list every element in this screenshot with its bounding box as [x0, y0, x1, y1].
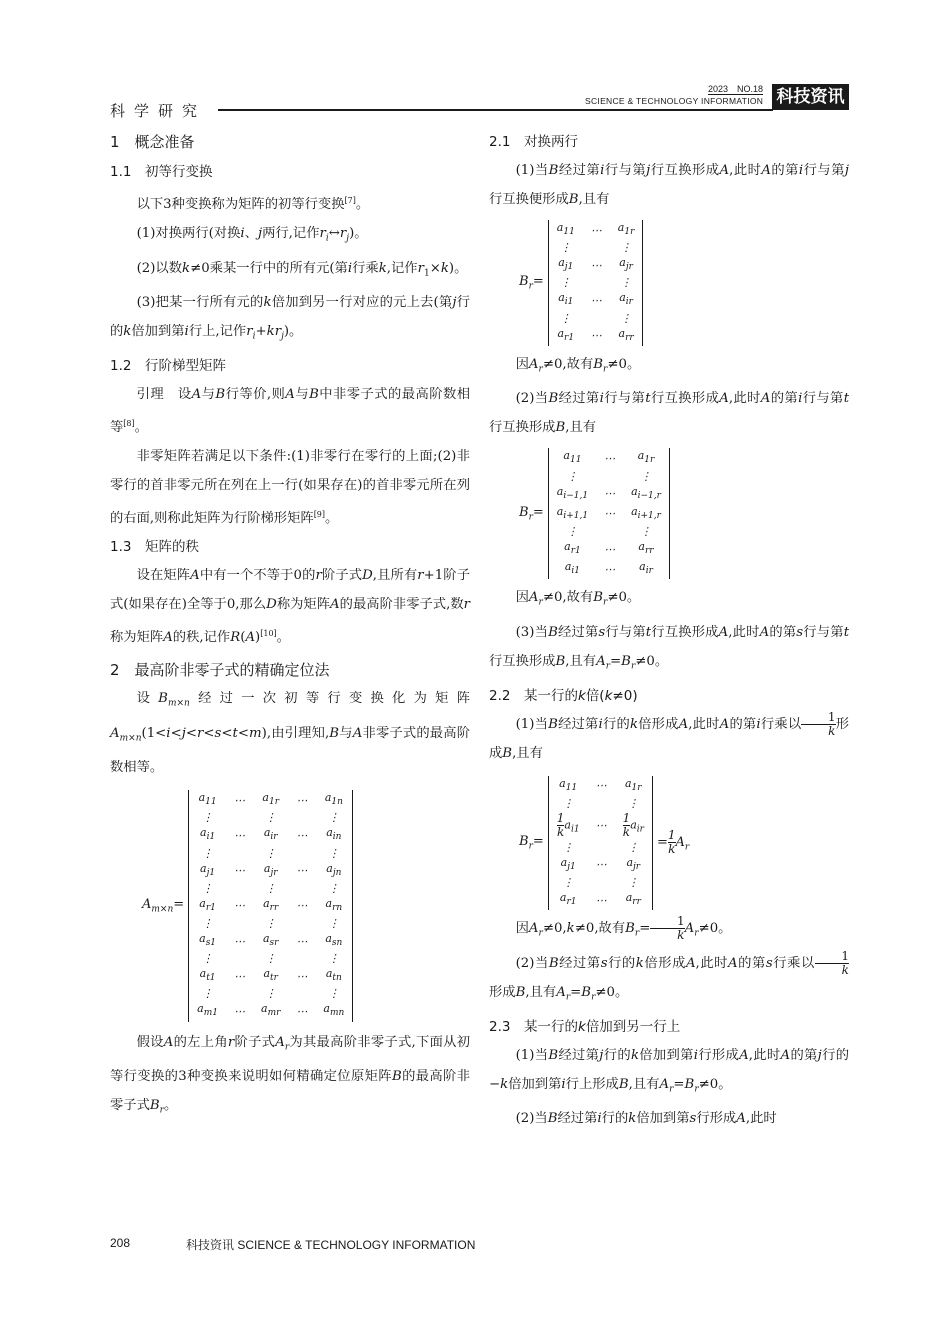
paragraph: 以下3种变换称为矩阵的初等行变换[7]。 — [136, 196, 370, 212]
paragraph: (1)当B经过第i行与第j行互换形成A,此时A的第i行与第j行互换便形成B,且有 — [489, 163, 850, 207]
left-column — [110, 128, 470, 1126]
heading-2: 2 最高阶非零子式的精确定位法 — [110, 660, 330, 679]
heading-2-1: 2.1 对换两行 — [489, 134, 578, 150]
footer-journal: 科技资讯 SCIENCE & TECHNOLOGY INFORMATION — [186, 1238, 476, 1252]
paragraph: (2)以数k≠0乘某一行中的所有元(第i行乘k,记作$r_1\times k$)。 — [136, 260, 468, 279]
heading-1: 1 概念准备 — [110, 133, 195, 151]
paragraph: (2)当B经过第s行的k倍形成A,此时A的第s行乘以 $\frac{1}{k}$ 形成B,且有$A_r=B_r\ne 0$。 — [489, 948, 850, 1003]
issue-label: 2023 NO.18 — [708, 84, 764, 94]
determinant-b-2: $B_r=$ $a_{11}$ ⋯ $a_{1r}$ ⋮ ⋮ $a_{i-1,1}$ ⋯ $a_{i-1,r}$ $a_{i+1,1}$ ⋯ $a_{i+1,r}$ ⋮ ⋮ $a_{r1}$ ⋯ $a_{rr}$ $a_{i1}$ ⋯ $a_{ir}$ — [519, 448, 849, 579]
paragraph: (2)当B经过第i行与第t行互换形成A,此时A的第i行与第t行互换形成B,且有 — [489, 391, 850, 436]
paragraph: 因$A_r\ne 0$,故有$B_r\ne 0$。 — [515, 590, 641, 608]
matrix-a: $A_{m\times n}=$ $a_{11}$ ⋯ $a_{1r}$ ⋯ $a_{1n}$ ⋮ ⋮ ⋮ $a_{i1}$ ⋯ $a_{ir}$ ⋯ $a_{in}$ ⋮ ⋮ ⋮ $a_{j1}$ ⋯ $a_{jr}$ ⋯ $a_{jn}$ ⋮ ⋮ ⋮ $a_{r1}$ ⋯ $a_{rr}$ ⋯ $a_{rn}$ ⋮ ⋮ ⋮ $a_{s1}$ ⋯ $a_{sr}$ ⋯ $a_{sn}$ ⋮ ⋮ ⋮ $a_{t1}$ ⋯ $a_{tr}$ ⋯ $a_{tn}$ ⋮ ⋮ ⋮ $a_{m1}$ ⋯ $a_{mr}$ ⋯ $a_{mn}$ — [142, 790, 470, 1021]
paragraph: (3)把某一行所有元的k倍加到另一行对应的元上去(第j行的k倍加到第i行上,记作$r_i+kr_j$)。 — [110, 295, 470, 342]
paragraph: 引理 设A与B行等价,则A与B中非零子式的最高阶数相等[8]。 — [110, 386, 471, 435]
determinant-b-1: $B_r=$ $a_{11}$ ⋯ $a_{1r}$ ⋮ ⋮ $a_{j1}$ ⋯ $a_{jr}$ ⋮ ⋮ $a_{i1}$ ⋯ $a_{ir}$ ⋮ ⋮ $a_{r1}$ ⋯ $a_{rr}$ — [519, 220, 849, 346]
heading-2-2: 2.2 某一行的k倍(k≠0) — [489, 687, 638, 704]
paragraph: (3)当B经过第s行与第t行互换形成A,此时A的第s行与第t行互换形成B,且有$A_r=B_r\ne 0$。 — [489, 625, 850, 672]
paragraph: (1)当B经过第i行的k倍形成A,此时A的第i行乘以 $\frac{1}{k}$ 形成B,且有 — [489, 709, 850, 761]
paragraph: 因$A_r\ne 0,k\ne 0$,故有$B_r=$ $\frac{1}{k}$ $A_r\ne 0$。 — [515, 914, 732, 943]
right-column — [489, 128, 849, 1133]
paragraph: (1)对换两行(对换i、j两行,记作$r_i\leftrightarrow r_j$)。 — [136, 226, 368, 244]
paragraph: 设$B_{m\times n}$经过一次初等行变换化为矩阵$A_{m\times n}(1<i<j<r<s<t<m)$,由引理知,B与A非零子式的最高阶数相等。 — [110, 690, 471, 776]
section-title: 科学研究 — [110, 102, 207, 120]
determinant-b-3: $B_r=$ $a_{11}$ ⋯ $a_{1r}$ ⋮ ⋮ $\frac{1}{k}$ $a_{i1}$ ⋯ $\frac{1}{k}$ $a_{ir}$ ⋮ ⋮ $a_{j1}$ ⋯ $a_{jr}$ ⋮ ⋮ $a_{r1}$ ⋯ $a_{rr}$ = $\frac{1}{k}$ $A_r$ — [519, 776, 849, 911]
paragraph: (2)当B经过第i行的k倍加到第s行形成A,此时 — [515, 1111, 777, 1127]
paragraph: 非零矩阵若满足以下条件:(1)非零行在零行的上面;(2)非零行的首非零元所在列在上一行(如果存在)的首非零元所在列的右面,则称此矩阵为行阶梯形矩阵[9]。 — [110, 448, 470, 526]
heading-1-3: 1.3 矩阵的秩 — [110, 538, 199, 555]
paragraph: 因$A_r\ne 0$,故有$B_r\ne 0$。 — [515, 356, 641, 375]
heading-1-1: 1.1 初等行变换 — [110, 164, 213, 180]
paragraph: (1)当B经过第j行的k倍加到第i行形成A,此时A的第j行的−k倍加到第i行上形成B,且有$A_r=B_r\ne 0$。 — [489, 1047, 850, 1095]
header-rule — [218, 109, 773, 111]
heading-2-3: 2.3 某一行的k倍加到另一行上 — [489, 1018, 681, 1035]
paragraph: 假设A的左上角r阶子式$A_r$为其最高阶非零子式,下面从初等行变换的3种变换来说明如何精确定位原矩阵B的最高阶非零子式$B_r$。 — [110, 1034, 471, 1116]
heading-1-2: 1.2 行阶梯型矩阵 — [110, 357, 226, 374]
journal-brand: 科技资讯 — [772, 84, 849, 110]
page-number: 208 — [110, 1236, 131, 1250]
journal-english-name: SCIENCE & TECHNOLOGY INFORMATION — [585, 96, 764, 106]
paragraph: 设在矩阵A中有一个不等于0的r阶子式D,且所有r+1阶子式(如果存在)全等于0,那么D称为矩阵A的最高阶非零子式,数r称为矩阵A的秩,记作R(A)[10]。 — [110, 567, 471, 645]
